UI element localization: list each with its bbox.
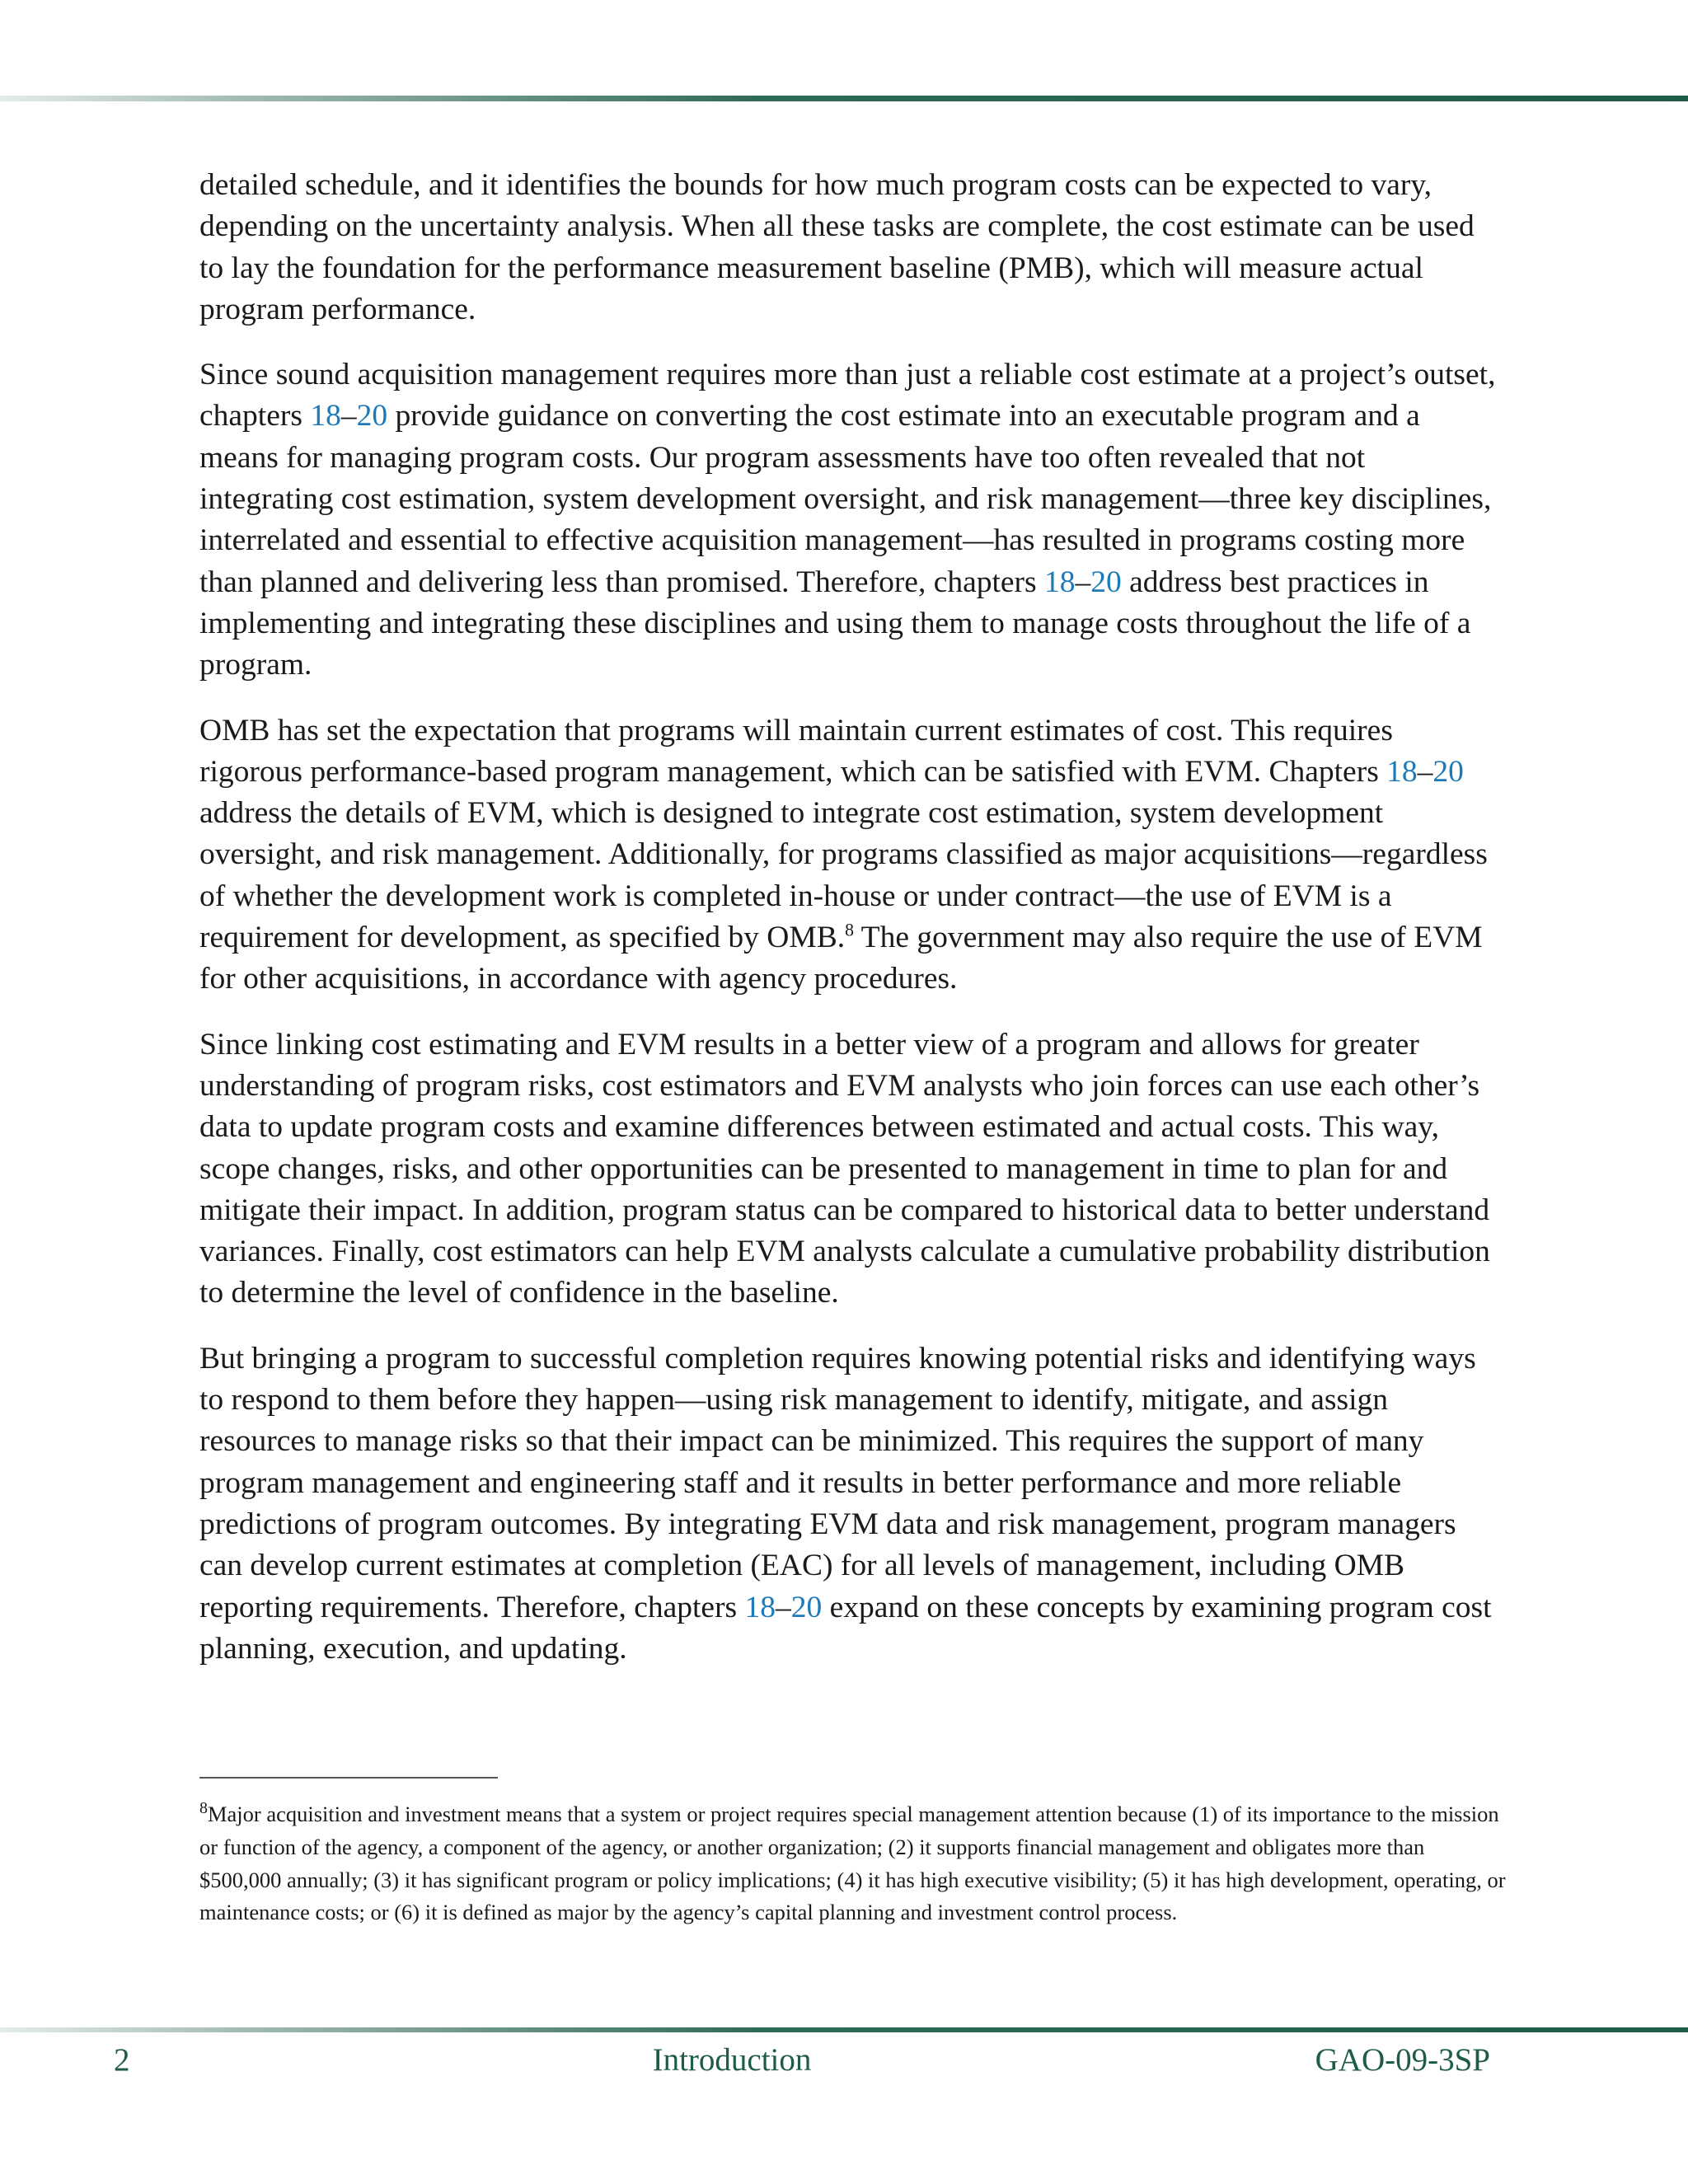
chapter-link-18[interactable]: 18	[744, 1590, 776, 1624]
chapter-link-20[interactable]: 20	[356, 399, 388, 434]
chapter-link-18[interactable]: 18	[1386, 754, 1418, 789]
footnote	[199, 1798, 1506, 1929]
paragraph-text: detailed schedule, and it identifies the bounds for how much program costs can be expected to vary, depending on the uncertainty analysis. When all these tasks are complete, the cost estimate can be used to lay the foundation for the performance measurement baseline (PMB), which will measure actual program performance.	[199, 168, 1475, 326]
footnote-text: Major acquisition and investment means that a system or project requires special management attention because (1) of its importance to the mission or function of the agency, a component of the agency, or another organization; (2) it supports financial management and obligates more than $500,000 annually; (3) it has significant program or policy implications; (4) it has high executive visibility; (5) it has high development, operating, or maintenance costs; or (6) it is defined as major by the agency’s capital planning and investment control process.	[199, 1802, 1506, 1925]
paragraph-text: expand on these concepts by examining program cost planning, execution, and updating.	[199, 1590, 1492, 1666]
footnote-separator	[199, 1777, 498, 1779]
header-rule	[0, 96, 1688, 101]
footer-rule	[0, 2027, 1688, 2032]
paragraph-3	[199, 710, 1502, 1001]
chapter-link-20[interactable]: 20	[1432, 754, 1464, 789]
chapter-link-20[interactable]: 20	[790, 1590, 823, 1624]
paragraph-1	[199, 165, 1502, 330]
paragraph-text: But bringing a program to successful completion requires knowing potential risks and identifying ways to respond to them before they happen—using risk management to identify, mitigate, and assign resources to manage risks so that their impact can be minimized. This requires the support of many program management and engineering staff and it results in better performance and more reliable predictions of program outcomes. By integrating EVM data and risk management, program managers can develop current estimates at completion (EAC) for all levels of management, including OMB reporting requirements. Therefore, chapters	[199, 1341, 1476, 1624]
footer-section-title: Introduction	[652, 2042, 812, 2078]
footnote-reference[interactable]: 8	[845, 920, 854, 940]
range-dash: –	[340, 399, 357, 434]
paragraph-text: Since sound acquisition management requires more than just a reliable cost estimate at a project’s outset, chapters	[199, 358, 1496, 434]
paragraph-text: Since linking cost estimating and EVM results in a better view of a program and allows for greater understanding of program risks, cost estimators and EVM analysts who join forces can use each other’s data to update program costs and examine differences between estimated and actual costs. This way, scope changes, risks, and other opportunities can be presented to management in time to plan for and mitigate their impact. In addition, program status can be compared to historical data to better understand variances. Finally, cost estimators can help EVM analysts calculate a cumulative probability distribution to determine the level of confidence in the baseline.	[199, 1027, 1490, 1310]
paragraph-5	[199, 1338, 1502, 1670]
document-id: GAO-09-3SP	[1315, 2042, 1490, 2078]
page-number: 2	[114, 2042, 130, 2078]
main-content	[199, 165, 1502, 1694]
paragraph-text: address best practices in implementing and integrating these disciplines and using them to manage costs throughout the life of a program.	[199, 565, 1471, 682]
paragraph-text: provide guidance on converting the cost estimate into an executable program and a means for managing program costs. Our program assessments have too often revealed that not integrating cost estimation, system development oversight, and risk management—three key disciplines, interrelated and essential to effective acquisition management—has resulted in programs costing more than planned and delivering less than promised. Therefore, chapters	[199, 399, 1492, 599]
chapter-link-18[interactable]: 18	[1044, 565, 1076, 599]
range-dash: –	[1417, 754, 1433, 789]
chapter-link-18[interactable]: 18	[310, 399, 341, 434]
paragraph-text: The government may also require the use of EVM for other acquisitions, in accordance with agency procedures.	[199, 921, 1483, 996]
footnote-marker: 8	[199, 1799, 208, 1818]
paragraph-text: OMB has set the expectation that programs will maintain current estimates of cost. This requires rigorous performance-based program management, which can be satisfied with EVM. Chapters	[199, 713, 1393, 789]
paragraph-text: address the details of EVM, which is designed to integrate cost estimation, system development oversight, and risk management. Additionally, for programs classified as major acquisitions—regardless of whether the development work is completed in-house or under contract—the use of EVM is a requirement for development, as specified by OMB.	[199, 796, 1488, 955]
paragraph-2	[199, 354, 1502, 686]
chapter-link-20[interactable]: 20	[1090, 565, 1122, 599]
range-dash: –	[776, 1590, 791, 1624]
paragraph-4	[199, 1024, 1502, 1315]
range-dash: –	[1075, 565, 1091, 599]
